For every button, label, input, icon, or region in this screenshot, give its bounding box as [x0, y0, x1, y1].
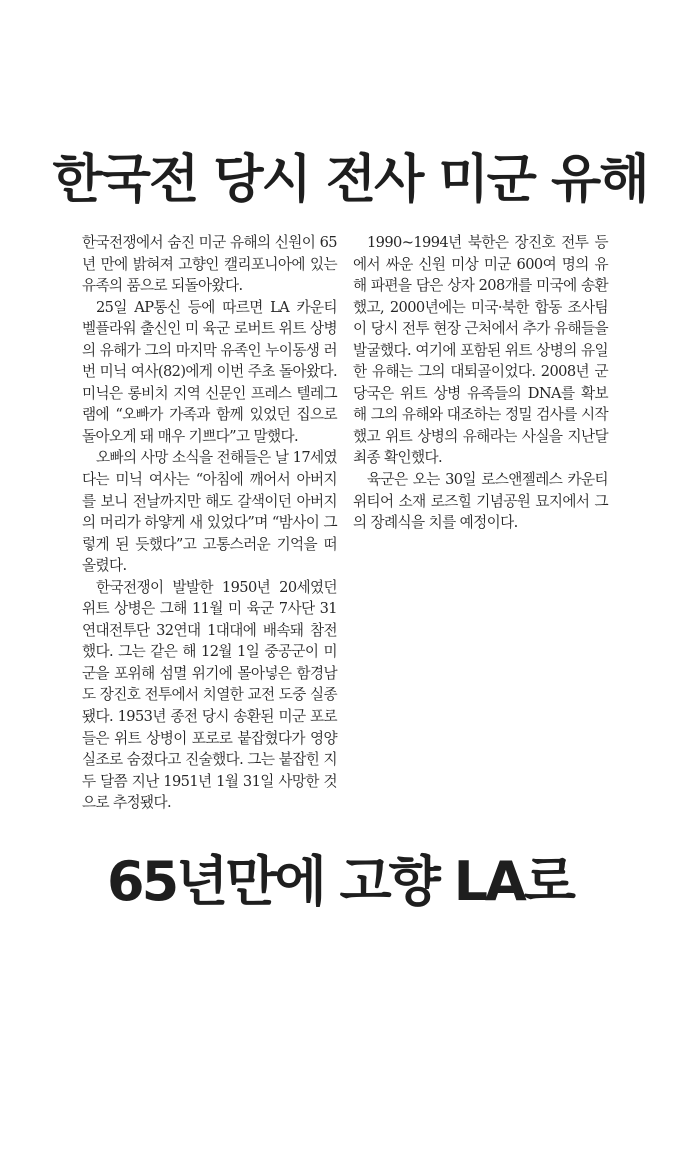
paragraph-2: 25일 AP통신 등에 따르면 LA 카운티 벨플라워 출신인 미 육군 로버트 위트 상병의 유해가 그의 마지막 유족인 누이동생 러번 미닉 여사(82)에게 이번 주초 돌아왔다. 미닉은 롱비치 지역 신문인 프레스 텔레그램에 “오빠가 가족과 함께 있었던 집으로 돌아오게 돼 매우 기쁘다”고 말했다. [82, 298, 337, 445]
article-body [82, 232, 608, 832]
paragraph-3: 오빠의 사망 소식을 전해들은 날 17세였다는 미닉 여사는 “아침에 깨어서 아버지를 보니 전날까지만 해도 갈색이던 아버지의 머리가 하얗게 새 있었다”며 “밤사이 그렇게 된 듯했다”고 고통스러운 기억을 떠올렸다. [82, 449, 337, 575]
paragraph-6: 육군은 오는 30일 로스앤젤레스 카운티 위티어 소재 로즈힐 기념공원 묘지에서 그의 장례식을 치를 예정이다. [353, 471, 608, 532]
paragraph-5: 1990~1994년 북한은 장진호 전투 등에서 싸운 신원 미상 미군 600여 명의 유해 파편을 담은 상자 208개를 미국에 송환했고, 2000년에는 미국·북한 합동 조사팀이 당시 전투 현장 근처에서 추가 유해들을 발굴했다. 여기에 포함된 위트 상병의 유일한 유해는 그의 대퇴골이었다. 2008년 군 당국은 위트 상병 유족들의 DNA를 확보해 그의 유해와 대조하는 정밀 검사를 시작했고 위트 상병의 유해라는 사실을 지난달 최종 확인했다. [353, 234, 608, 467]
subheadline: 65년만에 고향 LA로 [107, 850, 573, 913]
paragraph-1: 한국전쟁에서 숨진 미군 유해의 신원이 65년 만에 밝혀져 고향인 캘리포니아에 있는 유족의 품으로 되돌아왔다. [82, 234, 337, 295]
headline: 한국전 당시 전사 미군 유해 [52, 150, 648, 210]
paragraph-4: 한국전쟁이 발발한 1950년 20세였던 위트 상병은 그해 11월 미 육군 7사단 31연대전투단 32연대 1대대에 배속돼 참전했다. 그는 같은 해 12월 1일 중공군이 미군을 포위해 섬멸 위기에 몰아넣은 함경남도 장진호 전투에서 치열한 교전 도중 실종됐다. 1953년 종전 당시 송환된 미군 포로들은 위트 상병이 포로로 붙잡혔다가 영양실조로 숨졌다고 진술했다. 그는 붙잡힌 지 두 달쯤 지난 1951년 1월 31일 사망한 것으로 추정됐다. [82, 578, 337, 812]
